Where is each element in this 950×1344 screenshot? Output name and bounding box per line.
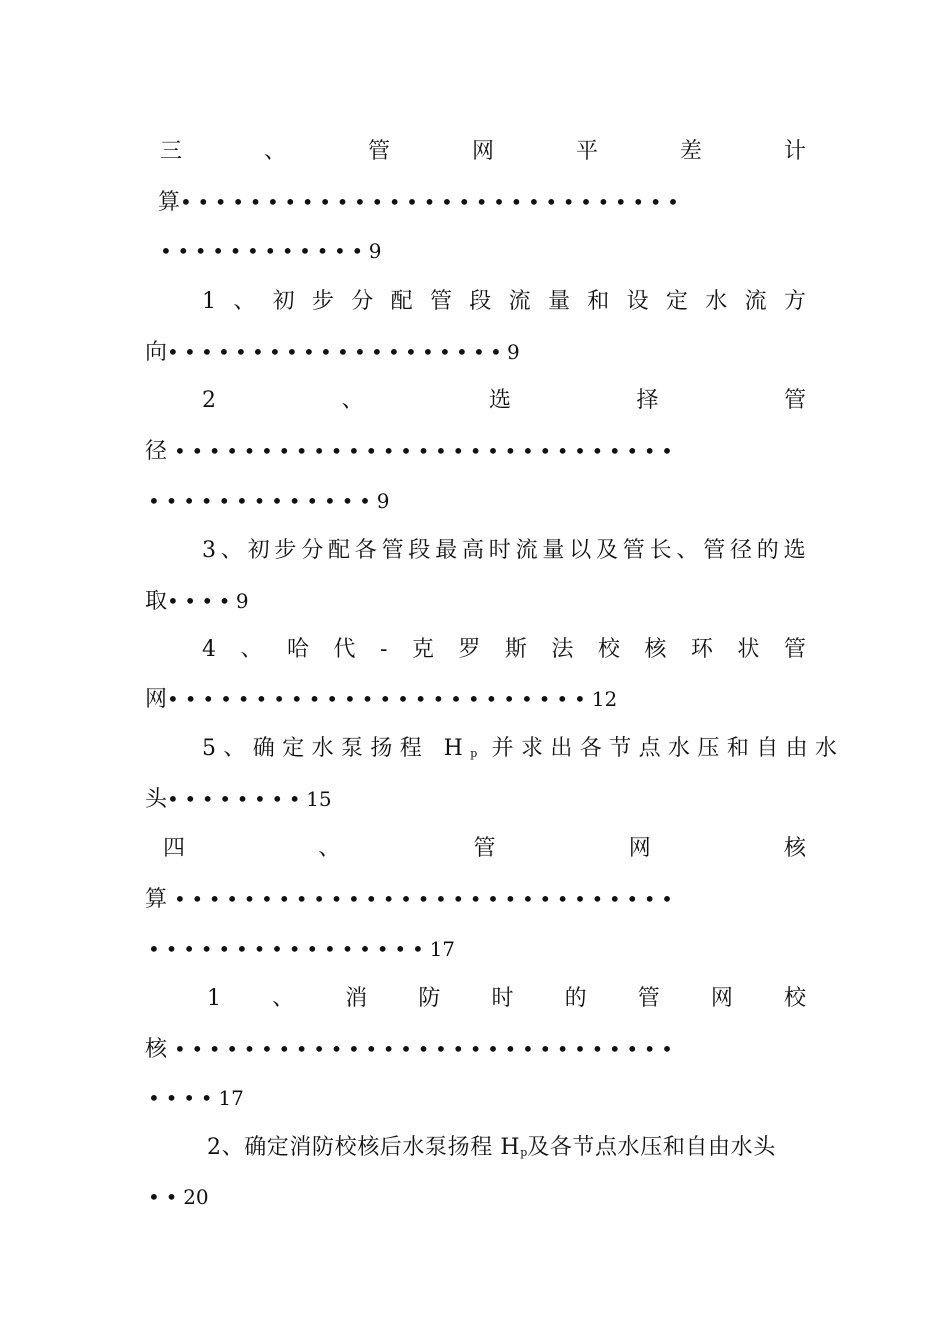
toc-s3-3-line1[interactable] — [202, 536, 810, 566]
toc-char: 核 — [644, 637, 667, 662]
toc-subscript: p — [470, 747, 478, 760]
toc-s3-char: 网 — [471, 139, 494, 164]
toc-char: 管 — [637, 986, 660, 1011]
toc-char: 配 — [390, 289, 413, 314]
toc-leader-dots: •• — [148, 1185, 184, 1209]
toc-s4-heading — [163, 834, 806, 864]
toc-char: 校 — [783, 986, 806, 1011]
toc-char: 流 — [508, 289, 531, 314]
toc-leader-dots: ••••••••••••••••••••••••••••• — [180, 190, 685, 214]
toc-s3-char: 管 — [367, 139, 390, 164]
toc-page-number[interactable]: 15 — [306, 787, 332, 811]
toc-s3-5-line1[interactable] — [202, 734, 844, 764]
toc-s3-4-line1[interactable] — [202, 635, 806, 665]
toc-char: 斯 — [504, 637, 527, 662]
toc-leader-dots: •••• — [167, 589, 236, 613]
toc-s3-5-text-a: 5、确定水泵扬程 H — [202, 736, 471, 761]
toc-s4-1-tail: 核 — [145, 1037, 168, 1062]
toc-page-number[interactable]: 12 — [591, 687, 618, 711]
toc-page-number[interactable]: 9 — [376, 489, 390, 513]
toc-char: 初 — [272, 289, 295, 314]
toc-leader-dots: ••••••••••••••••••••••••••••• — [174, 1037, 679, 1061]
toc-char: 步 — [311, 289, 334, 314]
toc-char: 的 — [564, 986, 587, 1011]
toc-char: 选 — [488, 388, 511, 413]
toc-leader-dots: •••••••••••••••••••••••• — [167, 687, 592, 711]
toc-s4-1-line2 — [145, 1034, 805, 1064]
toc-s3-4-tail: 网 — [145, 687, 168, 712]
toc-char: 法 — [551, 637, 574, 662]
toc-char: 、 — [233, 289, 256, 314]
toc-char: 段 — [469, 289, 492, 314]
toc-leader-dots: •••••••••••••••• — [148, 937, 430, 961]
toc-char: 2 — [202, 388, 216, 413]
toc-char: 消 — [345, 986, 368, 1011]
toc-char: 、 — [341, 388, 364, 413]
toc-char: 量 — [547, 289, 570, 314]
toc-s3-char: 计 — [783, 139, 806, 164]
toc-char: 克 — [411, 637, 434, 662]
toc-s3-line2 — [158, 187, 808, 217]
toc-s3-line3 — [160, 236, 382, 266]
toc-s3-char: 、 — [263, 139, 286, 164]
toc-page-number[interactable]: 17 — [218, 1086, 244, 1110]
toc-s3-heading — [160, 137, 806, 167]
toc-s3-char: 差 — [679, 139, 702, 164]
toc-s4-1-line1[interactable] — [207, 984, 806, 1014]
toc-s4-1-line3 — [148, 1083, 244, 1113]
toc-char: 流 — [744, 289, 767, 314]
toc-s4-2-text-a: 2、确定消防校核后水泵扬程 H — [207, 1135, 521, 1160]
toc-s3-2-tail: 径 — [145, 439, 168, 464]
toc-s4-line2 — [145, 884, 805, 914]
toc-s3-2-line3 — [148, 486, 390, 516]
toc-s3-3-tail: 取 — [145, 589, 168, 614]
toc-char: 方 — [783, 289, 806, 314]
toc-s3-tail: 算 — [158, 190, 181, 215]
toc-leader-dots: •••• — [148, 1086, 219, 1110]
toc-s4-tail: 算 — [145, 887, 168, 912]
toc-s4-line3 — [148, 934, 455, 964]
toc-char: 水 — [705, 289, 728, 314]
toc-char: 和 — [587, 289, 610, 314]
toc-s4-char: 网 — [628, 836, 651, 861]
toc-char: - — [379, 637, 388, 662]
toc-char: 4 — [202, 637, 216, 662]
toc-leader-dots: ••••••••••••••••••••••••••••• — [174, 887, 679, 911]
toc-s4-char: 核 — [783, 836, 806, 861]
toc-s3-5-tail: 头 — [145, 787, 168, 812]
toc-char: 哈 — [286, 637, 309, 662]
toc-char: 代 — [333, 637, 356, 662]
toc-page-number[interactable]: 17 — [429, 937, 456, 961]
toc-s3-2-line2 — [145, 436, 805, 466]
toc-leader-dots: •••••••••••• — [160, 239, 369, 263]
toc-s4-char: 管 — [473, 836, 496, 861]
toc-page-number[interactable]: 20 — [183, 1185, 209, 1209]
toc-char: 、 — [240, 637, 263, 662]
toc-leader-dots: •••••••••••••••••••• — [167, 340, 507, 364]
toc-char: 1 — [202, 289, 216, 314]
toc-char: 分 — [351, 289, 374, 314]
toc-s3-char: 三 — [160, 139, 183, 164]
toc-s3-3-line2 — [145, 586, 249, 616]
toc-s4-2-line2 — [148, 1182, 209, 1212]
toc-char: 管 — [429, 289, 452, 314]
toc-s3-5-line2 — [145, 784, 332, 814]
toc-leader-dots: ••••••••••••• — [148, 489, 377, 513]
toc-subscript: p — [520, 1146, 528, 1159]
toc-s3-4-line2 — [145, 684, 617, 714]
toc-leader-dots: •••••••• — [167, 787, 307, 811]
toc-char: 设 — [626, 289, 649, 314]
toc-page-number[interactable]: 9 — [368, 239, 382, 263]
toc-leader-dots: ••••••••••••••••••••••••••••• — [174, 439, 679, 463]
toc-char: 防 — [418, 986, 441, 1011]
toc-s3-3-text: 3、初步分配各管段最高时流量以及管长、管径的选 — [202, 538, 811, 563]
toc-char: 网 — [710, 986, 733, 1011]
toc-char: 择 — [636, 388, 659, 413]
toc-s3-1-tail: 向 — [145, 340, 168, 365]
toc-s4-char: 四 — [163, 836, 186, 861]
toc-char: 管 — [783, 637, 806, 662]
toc-char: 校 — [597, 637, 620, 662]
toc-char: 管 — [783, 388, 806, 413]
toc-s4-char: 、 — [318, 836, 341, 861]
toc-s3-1-line1[interactable] — [202, 287, 806, 317]
toc-page-number[interactable]: 9 — [235, 589, 249, 613]
toc-char: 时 — [491, 986, 514, 1011]
toc-char: 定 — [665, 289, 688, 314]
toc-s3-2-line1[interactable] — [202, 386, 806, 416]
toc-page-number[interactable]: 9 — [506, 340, 520, 364]
toc-char: 状 — [737, 637, 760, 662]
toc-s4-2-text-b: 及各节点水压和自由水头 — [527, 1135, 776, 1160]
toc-s3-5-text-b: 并求出各节点水压和自由水 — [477, 736, 845, 761]
toc-s4-2-line1[interactable] — [207, 1133, 776, 1163]
toc-char: 、 — [272, 986, 295, 1011]
toc-s3-1-line2 — [145, 337, 520, 367]
toc-char: 罗 — [458, 637, 481, 662]
toc-char: 1 — [207, 986, 221, 1011]
toc-char: 环 — [690, 637, 713, 662]
toc-s3-char: 平 — [575, 139, 598, 164]
